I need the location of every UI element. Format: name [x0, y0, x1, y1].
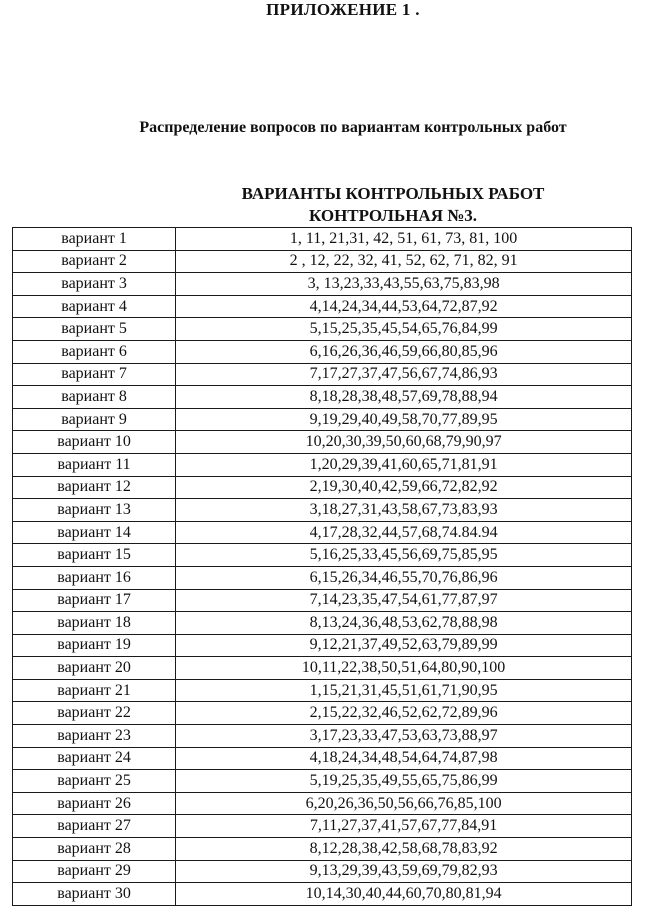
table-row [13, 228, 632, 251]
variant-label: вариант 19 [13, 634, 176, 657]
question-numbers: 10,11,22,38,50,51,64,80,90,100 [176, 657, 632, 680]
question-numbers: 9,19,29,40,49,58,70,77,89,95 [176, 408, 632, 431]
question-numbers: 1,15,21,31,45,51,61,71,90,95 [176, 679, 632, 702]
table-row [13, 250, 632, 273]
question-numbers: 9,12,21,37,49,52,63,79,89,99 [176, 634, 632, 657]
variant-label: вариант 28 [13, 838, 176, 861]
table-row [13, 770, 632, 793]
table-row [13, 883, 632, 906]
table-row [13, 657, 632, 680]
table-row [13, 589, 632, 612]
variant-label: вариант 23 [13, 725, 176, 748]
table-row [13, 453, 632, 476]
variant-label: вариант 20 [13, 657, 176, 680]
question-numbers: 5,19,25,35,49,55,65,75,86,99 [176, 770, 632, 793]
table-row [13, 612, 632, 635]
question-numbers: 2 , 12, 22, 32, 41, 52, 62, 71, 82, 91 [176, 250, 632, 273]
table-row [13, 499, 632, 522]
variant-label: вариант 30 [13, 883, 176, 906]
question-numbers: 7,14,23,35,47,54,61,77,87,97 [176, 589, 632, 612]
question-numbers: 7,11,27,37,41,57,67,77,84,91 [176, 815, 632, 838]
question-numbers: 8,18,28,38,48,57,69,78,88,94 [176, 386, 632, 409]
table-row [13, 634, 632, 657]
variants-table-body [13, 228, 632, 906]
table-row [13, 363, 632, 386]
variant-label: вариант 2 [13, 250, 176, 273]
table-row [13, 340, 632, 363]
question-numbers: 2,19,30,40,42,59,66,72,82,92 [176, 476, 632, 499]
variant-label: вариант 4 [13, 295, 176, 318]
table-row [13, 408, 632, 431]
table-row [13, 521, 632, 544]
table-row [13, 815, 632, 838]
variant-label: вариант 14 [13, 521, 176, 544]
table-row [13, 702, 632, 725]
variant-label: вариант 3 [13, 273, 176, 296]
question-numbers: 4,17,28,32,44,57,68,74.84.94 [176, 521, 632, 544]
question-numbers: 4,18,24,34,48,54,64,74,87,98 [176, 747, 632, 770]
question-numbers: 6,15,26,34,46,55,70,76,86,96 [176, 566, 632, 589]
table-row [13, 476, 632, 499]
variant-label: вариант 24 [13, 747, 176, 770]
question-numbers: 7,17,27,37,47,56,67,74,86,93 [176, 363, 632, 386]
table-row [13, 838, 632, 861]
question-numbers: 8,13,24,36,48,53,62,78,88,98 [176, 612, 632, 635]
table-row [13, 295, 632, 318]
table-subtitle: КОНТРОЛЬНАЯ №3. [308, 206, 478, 225]
variant-label: вариант 18 [13, 612, 176, 635]
question-numbers: 10,20,30,39,50,60,68,79,90,97 [176, 431, 632, 454]
variant-label: вариант 16 [13, 566, 176, 589]
variant-label: вариант 15 [13, 544, 176, 567]
variants-table [12, 227, 632, 906]
table-row [13, 386, 632, 409]
question-numbers: 1, 11, 21,31, 42, 51, 61, 73, 81, 100 [176, 228, 632, 251]
subtitle: Распределение вопросов по вариантам контрольных работ [139, 119, 567, 136]
variant-label: вариант 21 [13, 679, 176, 702]
question-numbers: 2,15,22,32,46,52,62,72,89,96 [176, 702, 632, 725]
table-row [13, 747, 632, 770]
table-row [13, 273, 632, 296]
variant-label: вариант 27 [13, 815, 176, 838]
variant-label: вариант 5 [13, 318, 176, 341]
question-numbers: 8,12,28,38,42,58,68,78,83,92 [176, 838, 632, 861]
table-row [13, 792, 632, 815]
variant-label: вариант 7 [13, 363, 176, 386]
question-numbers: 5,15,25,35,45,54,65,76,84,99 [176, 318, 632, 341]
table-row [13, 725, 632, 748]
variant-label: вариант 10 [13, 431, 176, 454]
table-row [13, 544, 632, 567]
question-numbers: 1,20,29,39,41,60,65,71,81,91 [176, 453, 632, 476]
variant-label: вариант 12 [13, 476, 176, 499]
variant-label: вариант 17 [13, 589, 176, 612]
variant-label: вариант 22 [13, 702, 176, 725]
variant-label: вариант 26 [13, 792, 176, 815]
variant-label: вариант 25 [13, 770, 176, 793]
variant-label: вариант 1 [13, 228, 176, 251]
question-numbers: 9,13,29,39,43,59,69,79,82,93 [176, 860, 632, 883]
question-numbers: 5,16,25,33,45,56,69,75,85,95 [176, 544, 632, 567]
variant-label: вариант 11 [13, 453, 176, 476]
question-numbers: 6,20,26,36,50,56,66,76,85,100 [176, 792, 632, 815]
variant-label: вариант 13 [13, 499, 176, 522]
variant-label: вариант 8 [13, 386, 176, 409]
table-title: ВАРИАНТЫ КОНТРОЛЬНЫХ РАБОТ [241, 184, 545, 203]
table-row [13, 860, 632, 883]
appendix-title: ПРИЛОЖЕНИЕ 1 . [266, 0, 420, 19]
variant-label: вариант 6 [13, 340, 176, 363]
table-row [13, 431, 632, 454]
question-numbers: 6,16,26,36,46,59,66,80,85,96 [176, 340, 632, 363]
question-numbers: 3,18,27,31,43,58,67,73,83,93 [176, 499, 632, 522]
question-numbers: 3, 13,23,33,43,55,63,75,83,98 [176, 273, 632, 296]
question-numbers: 10,14,30,40,44,60,70,80,81,94 [176, 883, 632, 906]
variant-label: вариант 29 [13, 860, 176, 883]
table-row [13, 566, 632, 589]
table-row [13, 679, 632, 702]
variant-label: вариант 9 [13, 408, 176, 431]
question-numbers: 3,17,23,33,47,53,63,73,88,97 [176, 725, 632, 748]
question-numbers: 4,14,24,34,44,53,64,72,87,92 [176, 295, 632, 318]
table-row [13, 318, 632, 341]
